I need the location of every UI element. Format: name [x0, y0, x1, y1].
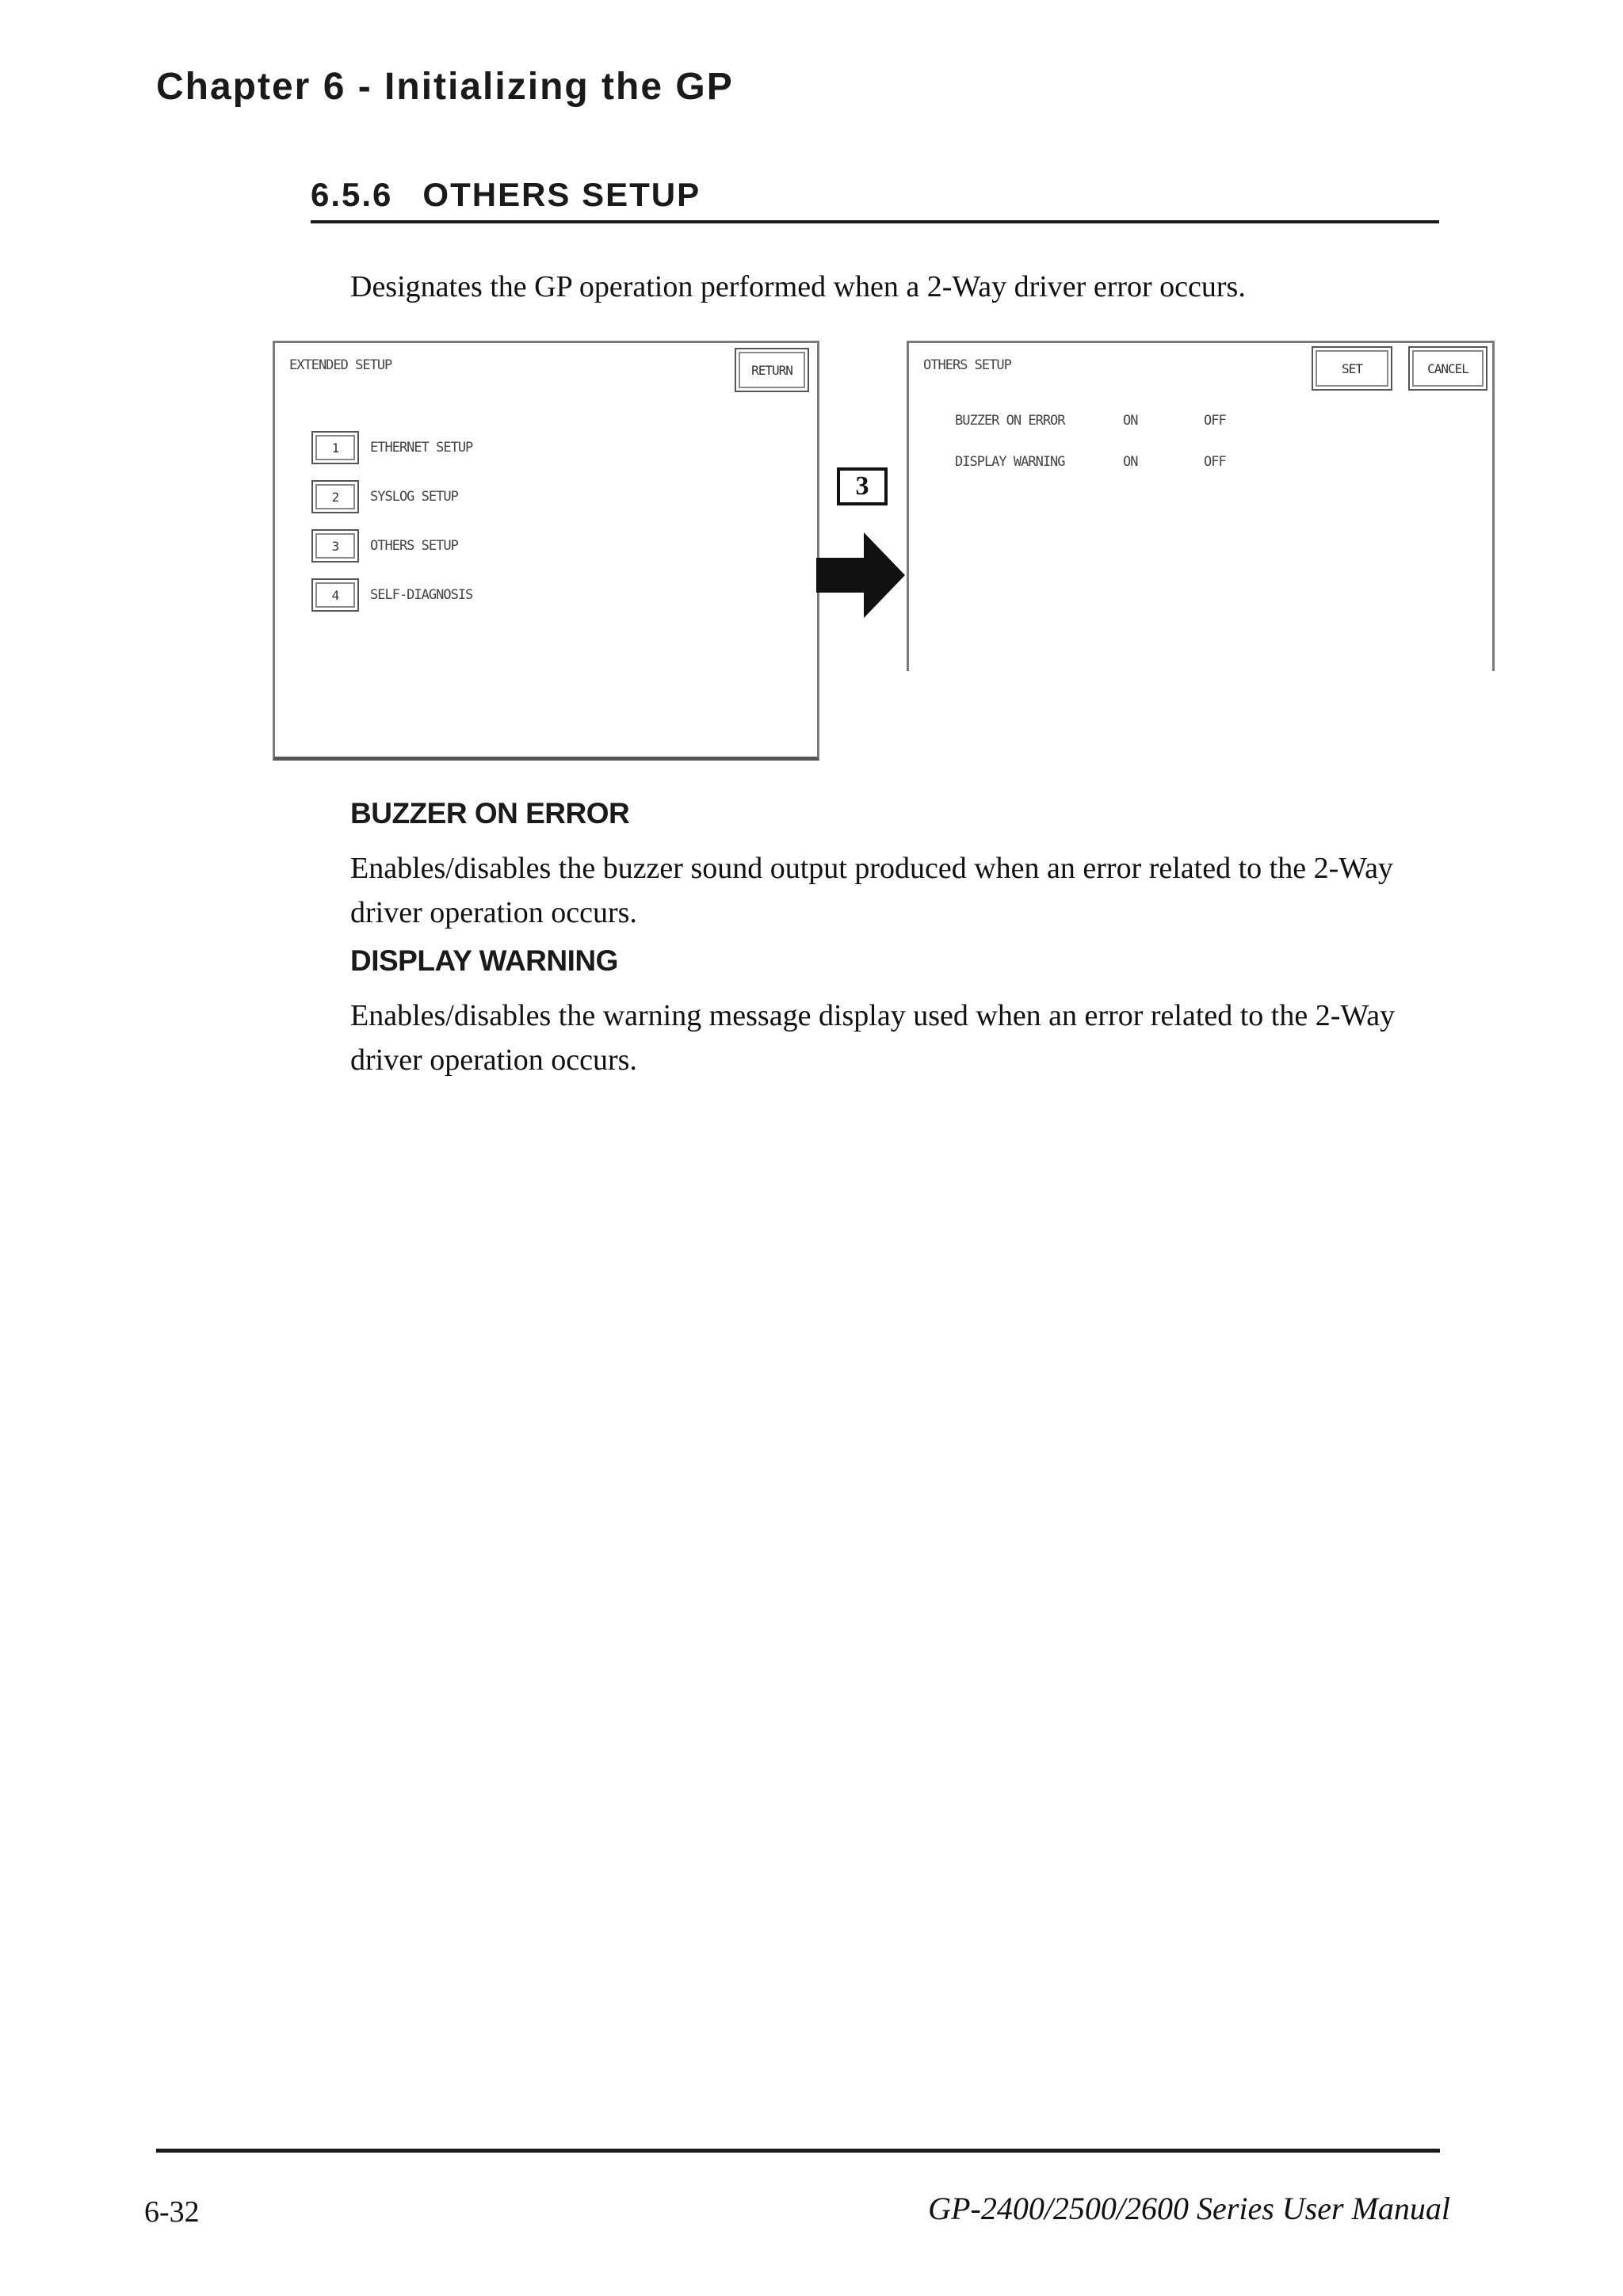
option-row-display-warning: [955, 454, 1226, 470]
footer-rule: [156, 2149, 1440, 2153]
menu-number-button[interactable]: 4: [311, 578, 359, 612]
step-number-badge: 3: [837, 467, 888, 505]
section-number: 6.5.6: [311, 176, 393, 213]
extended-setup-title: EXTENDED SETUP: [289, 357, 392, 373]
section-title: OTHERS SETUP: [422, 176, 701, 213]
option-label: DISPLAY WARNING: [955, 454, 1065, 470]
option-row-buzzer-on-error: [955, 413, 1226, 429]
intro-paragraph: Designates the GP operation performed when a 2-Way driver error occurs.: [350, 270, 1246, 303]
display-warning-heading: DISPLAY WARNING: [350, 944, 618, 977]
cancel-button[interactable]: CANCEL: [1408, 346, 1487, 391]
buzzer-on-error-heading: BUZZER ON ERROR: [350, 797, 630, 830]
menu-item-syslog-setup[interactable]: [311, 481, 458, 513]
menu-item-label: OTHERS SETUP: [370, 538, 458, 554]
option-label: BUZZER ON ERROR: [955, 413, 1065, 429]
option-on[interactable]: ON: [1123, 413, 1138, 429]
chapter-title: Chapter 6 - Initializing the GP: [156, 66, 734, 108]
section-heading: [311, 176, 701, 214]
menu-item-ethernet-setup[interactable]: [311, 432, 472, 463]
buzzer-on-error-description: Enables/disables the buzzer sound output produced when an error related to the 2-Way driver operation occurs.: [350, 852, 1393, 929]
option-off[interactable]: OFF: [1204, 454, 1226, 470]
others-setup-screen: [907, 341, 1495, 671]
menu-item-others-setup[interactable]: [311, 530, 458, 562]
menu-item-label: SYSLOG SETUP: [370, 489, 458, 505]
menu-item-label: ETHERNET SETUP: [370, 440, 473, 456]
return-button[interactable]: RETURN: [735, 348, 809, 392]
option-off[interactable]: OFF: [1204, 413, 1226, 429]
display-warning-description: Enables/disables the warning message display used when an error related to the 2-Way driver operation occurs.: [350, 999, 1396, 1077]
menu-item-label: SELF-DIAGNOSIS: [370, 587, 473, 603]
others-setup-title: OTHERS SETUP: [923, 357, 1011, 373]
arrow-right-icon: [816, 532, 905, 618]
menu-number-button[interactable]: 2: [311, 480, 359, 513]
option-on[interactable]: ON: [1123, 454, 1138, 470]
manual-title: GP-2400/2500/2600 Series User Manual: [928, 2191, 1450, 2226]
set-button[interactable]: SET: [1312, 346, 1392, 391]
menu-item-self-diagnosis[interactable]: [311, 579, 472, 611]
extended-setup-screen: [273, 341, 819, 761]
menu-number-button[interactable]: 1: [311, 431, 359, 464]
section-rule: [311, 220, 1439, 223]
page-number: 6-32: [144, 2195, 200, 2229]
menu-number-button[interactable]: 3: [311, 529, 359, 563]
